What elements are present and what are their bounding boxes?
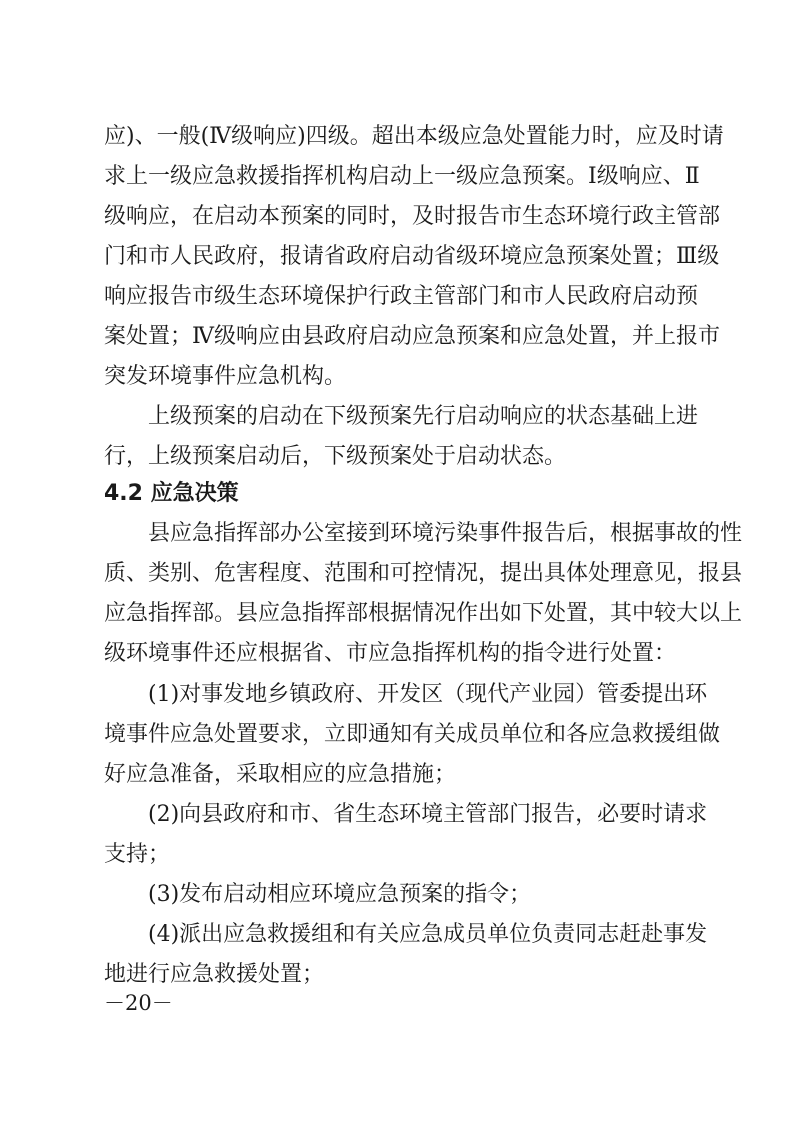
paragraph1-line-2: 求上一级应急救援指挥机构启动上一级应急预案。Ⅰ级响应、Ⅱ	[104, 164, 700, 189]
item4-line-1: (4)派出应急救援组和有关应急成员单位负责同志赶赴事发	[148, 922, 708, 947]
paragraph1-line-7: 突发环境事件应急机构。	[104, 364, 347, 389]
item3-line-1: (3)发布启动相应环境应急预案的指令；	[148, 882, 532, 907]
paragraph1-line-5: 响应报告市级生态环境保护行政主管部门和市人民政府启动预	[104, 284, 699, 309]
paragraph1-line-3: 级响应，在启动本预案的同时，及时报告市生态环境行政主管部	[104, 204, 721, 229]
paragraph3-line-3: 应急指挥部。县应急指挥部根据情况作出如下处置，其中较大以上	[104, 601, 743, 626]
section-heading: 4.2 应急决策	[104, 481, 239, 506]
item1-line-3: 好应急准备，采取相应的应急措施；	[104, 762, 457, 787]
item2-line-1: (2)向县政府和市、省生态环境主管部门报告，必要时请求	[148, 802, 708, 827]
page-number: －20－	[104, 991, 173, 1015]
paragraph2-line-2: 行，上级预案启动后，下级预案处于启动状态。	[104, 444, 567, 469]
paragraph1-line-1: 应)、一般(Ⅳ级响应)四级。超出本级应急处置能力时，应及时请	[104, 124, 724, 149]
item1-line-2: 境事件应急处置要求，立即通知有关成员单位和各应急救援组做	[104, 722, 721, 747]
item4-line-2: 地进行应急救援处置；	[104, 962, 325, 987]
item2-line-2: 支持；	[104, 842, 171, 867]
paragraph3-line-2: 质、类别、危害程度、范围和可控情况，提出具体处理意见，报县	[104, 561, 743, 586]
paragraph3-line-4: 级环境事件还应根据省、市应急指挥机构的指令进行处置：	[104, 641, 677, 666]
paragraph1-line-4: 门和市人民政府，报请省政府启动省级环境应急预案处置；Ⅲ级	[104, 244, 720, 269]
paragraph3-line-1: 县应急指挥部办公室接到环境污染事件报告后，根据事故的性	[148, 521, 743, 546]
paragraph2-line-1: 上级预案的启动在下级预案先行启动响应的状态基础上进	[148, 404, 699, 429]
item1-line-1: (1)对事发地乡镇政府、开发区（现代产业园）管委提出环	[148, 682, 708, 707]
paragraph1-line-6: 案处置；Ⅳ级响应由县政府启动应急预案和应急处置，并上报市	[104, 324, 720, 349]
